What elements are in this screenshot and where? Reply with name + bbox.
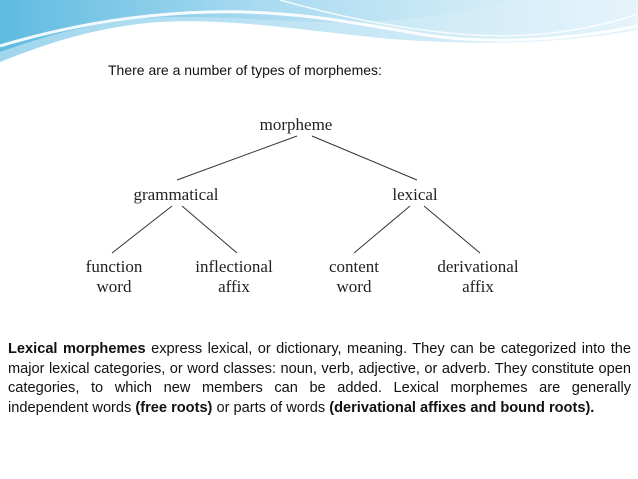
node-inflectional-line1: inflectional xyxy=(195,257,273,276)
edge-grammatical-inflectional xyxy=(182,206,237,253)
edge-morpheme-lexical xyxy=(312,136,417,180)
edge-morpheme-grammatical xyxy=(177,136,297,180)
header-wave-decoration xyxy=(0,0,638,70)
edge-lexical-content xyxy=(354,206,410,253)
node-grammatical: grammatical xyxy=(133,185,219,204)
edge-grammatical-function xyxy=(112,206,172,253)
node-inflectional-line2: affix xyxy=(218,277,250,296)
node-lexical: lexical xyxy=(392,185,438,204)
node-derivational-line2: affix xyxy=(462,277,494,296)
term-lexical-morphemes: Lexical morphemes xyxy=(8,341,146,357)
term-derivational-affixes: (derivational affixes and bound roots). xyxy=(329,399,595,416)
intro-text: There are a number of types of morphemes: xyxy=(108,62,382,78)
paragraph-part1: express lexical, or dictionary, meaning. They can be categorized into the major lexical categories, or word classes: noun, verb, adjective, or adverb. They constitute open categories, to which new members can be added. Lexical morphemes are generally independent words xyxy=(8,341,631,416)
lexical-morphemes-paragraph xyxy=(8,340,631,418)
node-function-line2: word xyxy=(96,277,132,296)
node-content-line2: word xyxy=(336,277,372,296)
node-morpheme: morpheme xyxy=(259,115,333,134)
paragraph-part2: or parts of words xyxy=(212,399,330,416)
node-derivational-line1: derivational xyxy=(437,257,519,276)
node-content-line1: content xyxy=(328,257,380,276)
morpheme-tree-diagram xyxy=(72,106,542,306)
edge-lexical-derivational xyxy=(424,206,480,253)
node-function-line1: function xyxy=(85,257,143,276)
term-free-roots: (free roots) xyxy=(135,399,213,416)
